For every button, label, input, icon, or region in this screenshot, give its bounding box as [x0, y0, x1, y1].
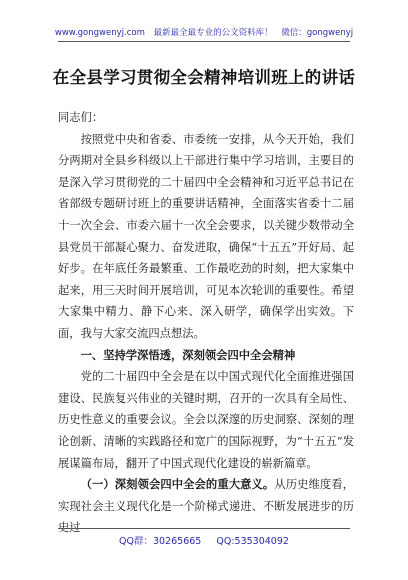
subsection-heading: （一）深刻领会四中全会的重大意义。 — [80, 477, 275, 492]
intro-paragraph: 按照党中央和省委、市委统一安排，从今天开始，我们分两期对全县乡科级以上干部进行集中学习培训，主要目的是深入学习贯彻党的二十届四中全会精神和习近平总书记在省部级专题研讨班上的重要讲话精神，全面落实省委十二届十一次全会、市委六届十一次全会要求，以关键少数带动全县党员干部凝心聚力、奋发进取，确保“十五五”开好局、起好步。在年底任务最繁重、工作最吃劲的时刻，把大家集中起来，用三天时间开展培训，可见本次轮训的重要性。希望大家集中精力、静下心来、深入研学，确保学出实效。下面，我与大家交流四点想法。 — [58, 132, 354, 340]
header-divider — [58, 41, 350, 42]
header-website[interactable]: www.gongwenyj.com — [54, 28, 145, 38]
document-title: 在全县学习贯彻全会精神培训班上的讲话 — [52, 68, 356, 87]
subsection-text: 从历史维度看，实现社会主义现代化是一个阶梯式递进、不断发展进步的历史过 — [58, 478, 354, 535]
page-header — [0, 26, 408, 38]
footer-divider — [58, 528, 350, 529]
header-slogan: 最新最全最专业的公文资料库！ — [153, 28, 273, 38]
header-wechat: 微信：gongwenyj — [281, 28, 354, 38]
subsection-paragraph — [58, 474, 354, 539]
document-body — [58, 107, 354, 539]
page-footer — [0, 533, 408, 547]
section-1-paragraph: 党的二十届四中全会是在以中国式现代化全面推进强国建设、民族复兴伟业的关键时期，召开的一次具有全局性、历史性意义的重要会议。全会以深邃的历史洞察、深刻的理论创新、清晰的实践路径和宽广的国际视野，为“十五五”发展谋篇布局，翻开了中国式现代化建设的崭新篇章。 — [58, 370, 354, 470]
footer-qq-group: QQ群：30265665 — [119, 536, 202, 547]
footer-qq: QQ:535304092 — [216, 536, 289, 547]
greeting: 同志们： — [58, 111, 104, 124]
section-heading-1: 一、坚持学深悟透，深刻领会四中全会精神 — [80, 348, 296, 362]
